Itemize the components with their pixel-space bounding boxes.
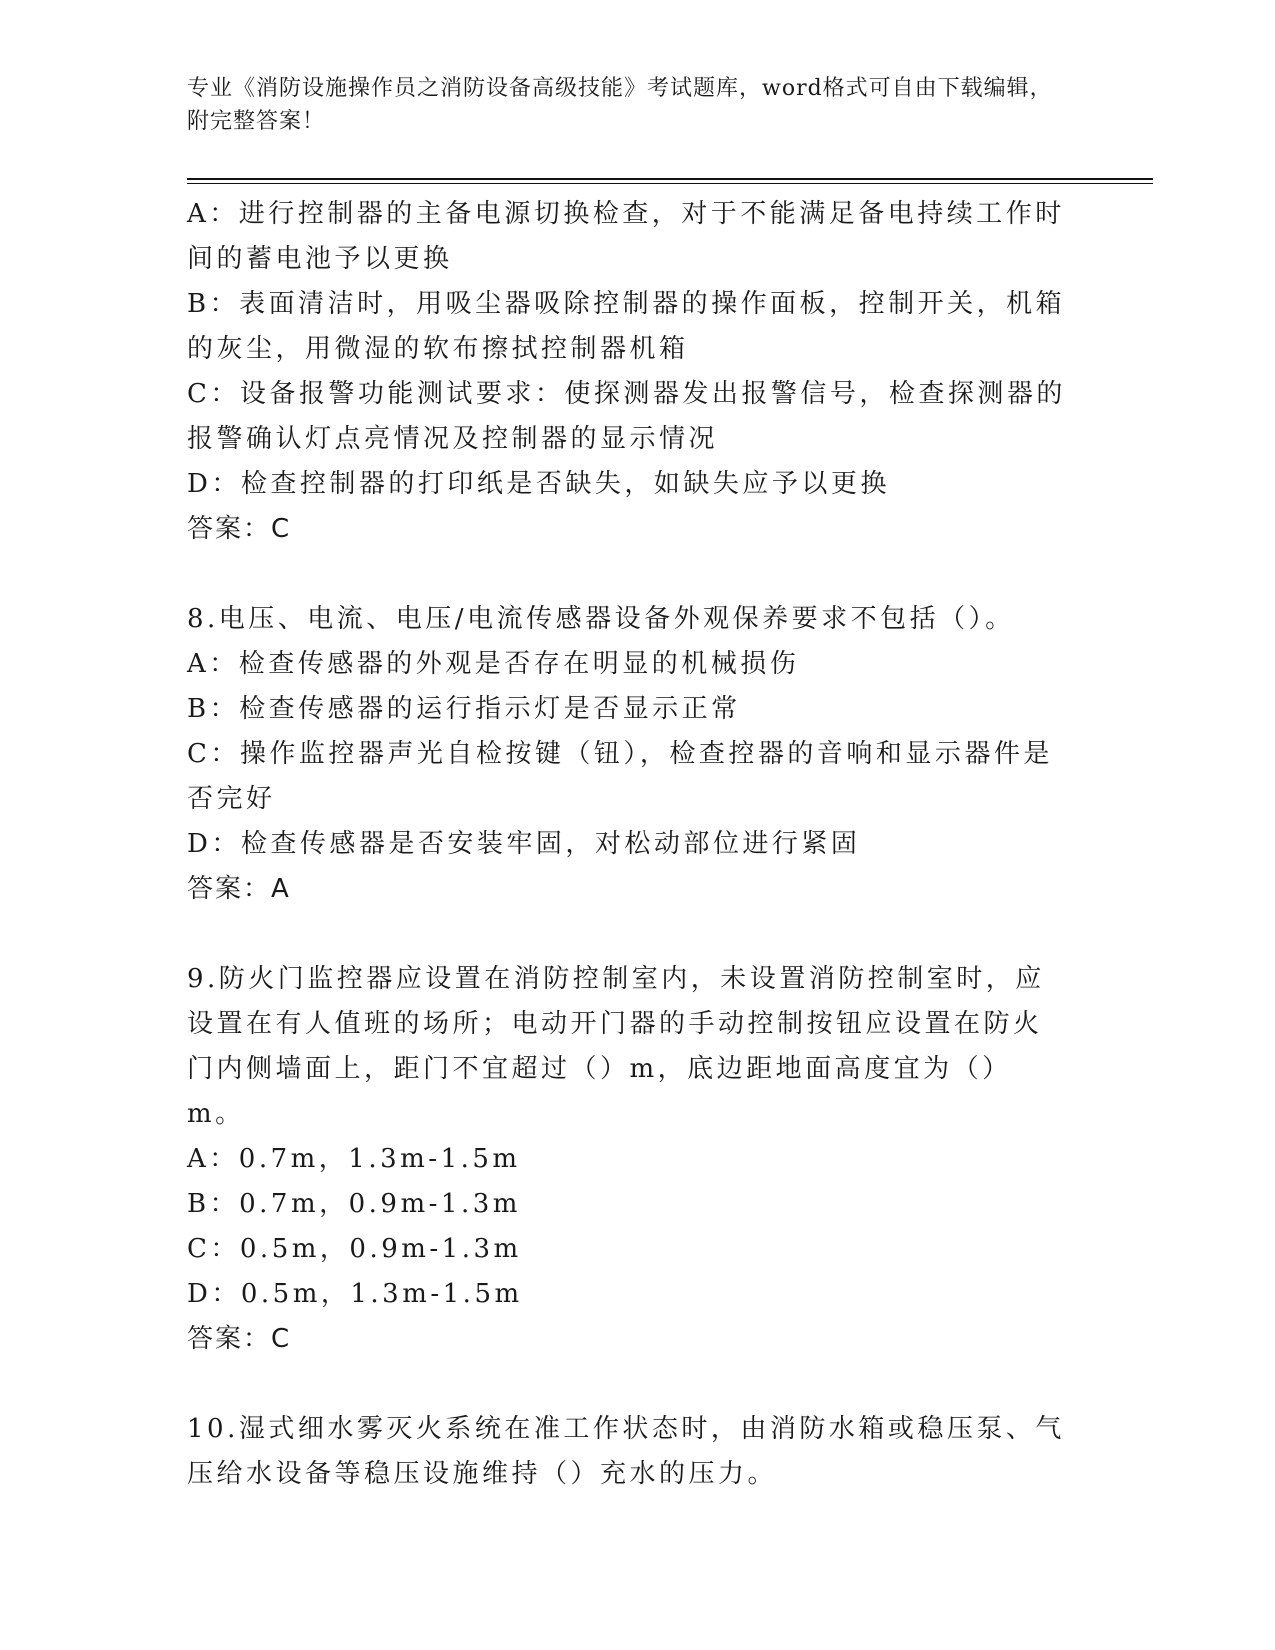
option-b: B：检查传感器的运行指示灯是否显示正常	[187, 694, 741, 724]
question-8	[187, 597, 1067, 912]
option-a: A：0.7m，1.3m-1.5m	[187, 1144, 521, 1174]
spacer	[187, 912, 1067, 957]
answer-line: 答案：A	[187, 874, 291, 904]
option-c: C：设备报警功能测试要求：使探测器发出报警信号，检查探测器的报警确认灯点亮情况及控制器的显示情况	[187, 379, 1066, 454]
header-divider	[187, 178, 1153, 184]
question-7	[187, 192, 1067, 552]
answer-line: 答案：C	[187, 1324, 292, 1354]
question-list	[187, 192, 1067, 1497]
question-text: 8.电压、电流、电压/电流传感器设备外观保养要求不包括（）。	[187, 604, 1015, 634]
option-d: D：检查传感器是否安装牢固，对松动部位进行紧固	[187, 829, 861, 859]
question-9	[187, 957, 1067, 1362]
question-text: 10.湿式细水雾灭火系统在准工作状态时，由消防水箱或稳压泵、气压给水设备等稳压设施维持（）充水的压力。	[187, 1414, 1065, 1489]
option-b: B：0.7m，0.9m-1.3m	[187, 1189, 521, 1219]
option-a: A：检查传感器的外观是否存在明显的机械损伤	[187, 649, 800, 679]
answer-line: 答案：C	[187, 514, 292, 544]
question-10	[187, 1407, 1067, 1497]
option-c: C：0.5m，0.9m-1.3m	[187, 1234, 522, 1264]
spacer	[187, 1362, 1067, 1407]
option-d: D：0.5m，1.3m-1.5m	[187, 1279, 523, 1309]
option-a: A：进行控制器的主备电源切换检查，对于不能满足备电持续工作时间的蓄电池予以更换	[187, 199, 1065, 274]
option-d: D：检查控制器的打印纸是否缺失，如缺失应予以更换	[187, 469, 890, 499]
question-text: 9.防火门监控器应设置在消防控制室内，未设置消防控制室时，应设置在有人值班的场所；电动开门器的手动控制按钮应设置在防火门内侧墙面上，距门不宜超过（）m，底边距地面高度宜为（）m。	[187, 964, 1045, 1129]
spacer	[187, 552, 1067, 597]
option-c: C：操作监控器声光自检按键（钮），检查控器的音响和显示器件是否完好	[187, 739, 1053, 814]
option-b: B：表面清洁时，用吸尘器吸除控制器的操作面板，控制开关，机箱的灰尘，用微湿的软布擦拭控制器机箱	[187, 289, 1066, 364]
document-header: 专业《消防设施操作员之消防设备高级技能》考试题库，word格式可自由下载编辑，附完整答案！	[187, 76, 1053, 134]
